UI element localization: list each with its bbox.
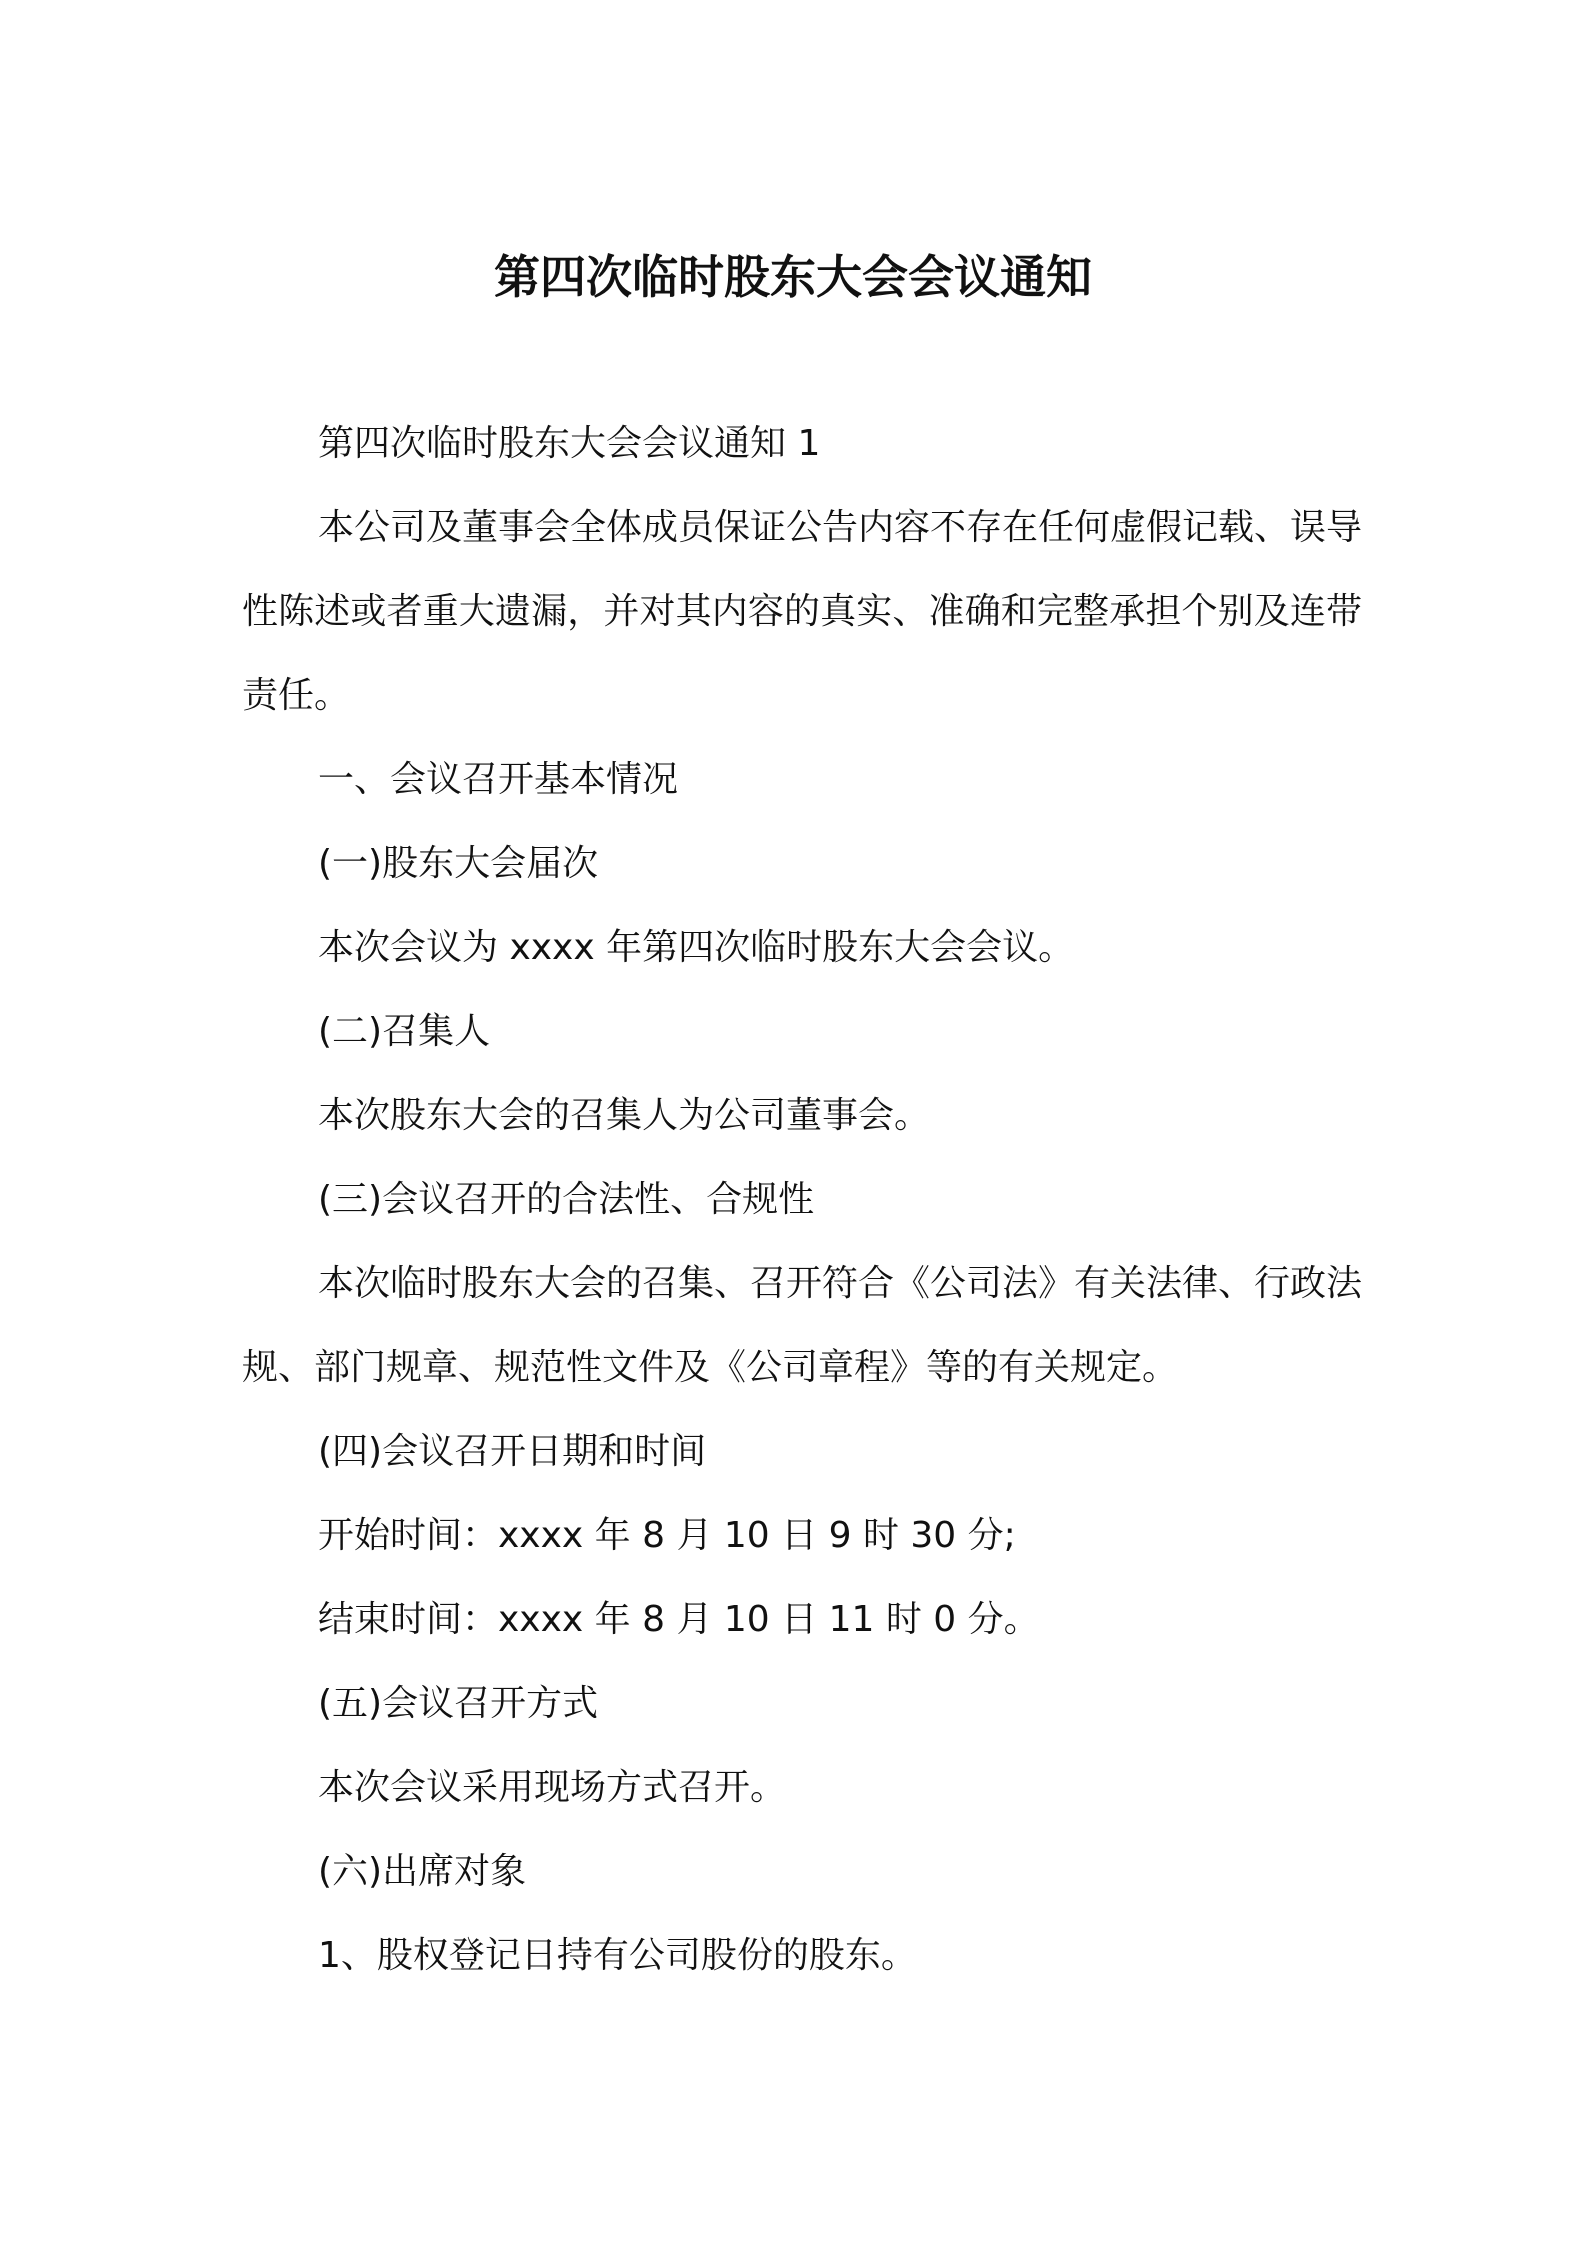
section-heading-basic-info: 一、会议召开基本情况 — [318, 759, 679, 800]
end-time-paragraph: 结束时间：xxxx 年 8 月 10 日 11 时 0 分。 — [318, 1599, 1040, 1640]
start-time-paragraph: 开始时间：xxxx 年 8 月 10 日 9 时 30 分; — [318, 1515, 1016, 1556]
disclaimer-paragraph: 本公司及董事会全体成员保证公告内容不存在任何虚假记载、误导性陈述或者重大遗漏，并对其内容的真实、准确和完整承担个别及连带责任。 — [242, 507, 1363, 716]
subheading-date-time: (四)会议召开日期和时间 — [318, 1431, 707, 1472]
document-title: 第四次临时股东大会会议通知 — [494, 249, 1092, 304]
legality-paragraph: 本次临时股东大会的召集、召开符合《公司法》有关法律、行政法规、部门规章、规范性文件及《公司章程》等的有关规定。 — [242, 1263, 1363, 1388]
subheading-legality: (三)会议召开的合法性、合规性 — [318, 1179, 815, 1220]
session-paragraph: 本次会议为 xxxx 年第四次临时股东大会会议。 — [318, 927, 1075, 968]
subheading-session: (一)股东大会届次 — [318, 843, 599, 884]
convener-paragraph: 本次股东大会的召集人为公司董事会。 — [318, 1095, 931, 1136]
subtitle-paragraph: 第四次临时股东大会会议通知 1 — [318, 423, 821, 464]
subheading-attendees: (六)出席对象 — [318, 1851, 527, 1892]
subheading-method: (五)会议召开方式 — [318, 1683, 599, 1724]
subheading-convener: (二)召集人 — [318, 1011, 491, 1052]
method-paragraph: 本次会议采用现场方式召开。 — [318, 1767, 787, 1808]
document-body — [242, 402, 1362, 1998]
attendees-item-1: 1、股权登记日持有公司股份的股东。 — [318, 1935, 917, 1976]
